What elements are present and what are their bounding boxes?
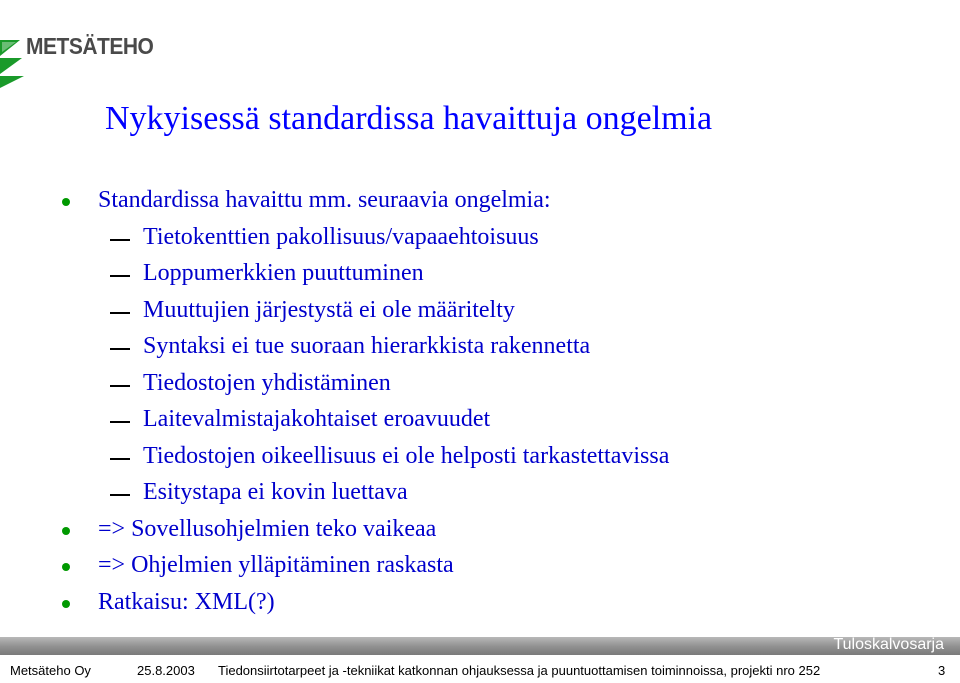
- bullet-dot-icon: [62, 198, 70, 206]
- bullet-dot-icon: [62, 600, 70, 608]
- bullet-dot-icon: [62, 563, 70, 571]
- list-item-text: Muuttujien järjestystä ei ole määritelty: [143, 296, 515, 323]
- dash-icon: [110, 239, 130, 241]
- list-item-text: Tiedostojen yhdistäminen: [143, 369, 391, 396]
- dash-icon: [110, 348, 130, 350]
- footer-organization: Metsäteho Oy: [10, 663, 91, 678]
- metsateho-logo: [0, 30, 240, 90]
- bullet-dot-icon: [62, 527, 70, 535]
- dash-icon: [110, 385, 130, 387]
- slide-title: Nykyisessä standardissa havaittuja ongelmia: [105, 100, 713, 137]
- dash-icon: [110, 275, 130, 277]
- list-item-text: Syntaksi ei tue suoraan hierarkkista rakennetta: [143, 333, 591, 359]
- list-item-text: Loppumerkkien puuttuminen: [143, 260, 424, 286]
- footer-page-number: 3: [938, 663, 946, 678]
- dash-icon: [110, 312, 130, 314]
- footer-bar: [0, 637, 960, 655]
- footer-series-title: Tuloskalvosarja: [833, 636, 944, 653]
- list-item-text: Laitevalmistajakohtaiset eroavuudet: [143, 406, 491, 432]
- dash-icon: [110, 494, 130, 496]
- list-item-text: => Sovellusohjelmien teko vaikeaa: [98, 515, 437, 542]
- footer-date: 25.8.2003: [137, 663, 195, 678]
- dash-icon: [110, 458, 130, 460]
- list-item-text: Esitystapa ei kovin luettava: [143, 479, 408, 505]
- list-item-text: Ratkaisu: XML(?): [98, 588, 275, 615]
- list-item-text: Tiedostojen oikeellisuus ei ole helposti tarkastettavissa: [143, 442, 670, 469]
- list-item-text: => Ohjelmien ylläpitäminen raskasta: [98, 552, 454, 578]
- dash-icon: [110, 421, 130, 423]
- list-item-text: Standardissa havaittu mm. seuraavia ongelmia:: [98, 187, 551, 213]
- list-item-text: Tietokenttien pakollisuus/vapaaehtoisuus: [143, 223, 539, 250]
- footer-description: Tiedonsiirtotarpeet ja -tekniikat katkonnan ohjauksessa ja puuntuottamisen toiminnoissa, projekti nro 252: [218, 663, 821, 678]
- logo-wordmark: METSÄTEHO: [26, 34, 154, 60]
